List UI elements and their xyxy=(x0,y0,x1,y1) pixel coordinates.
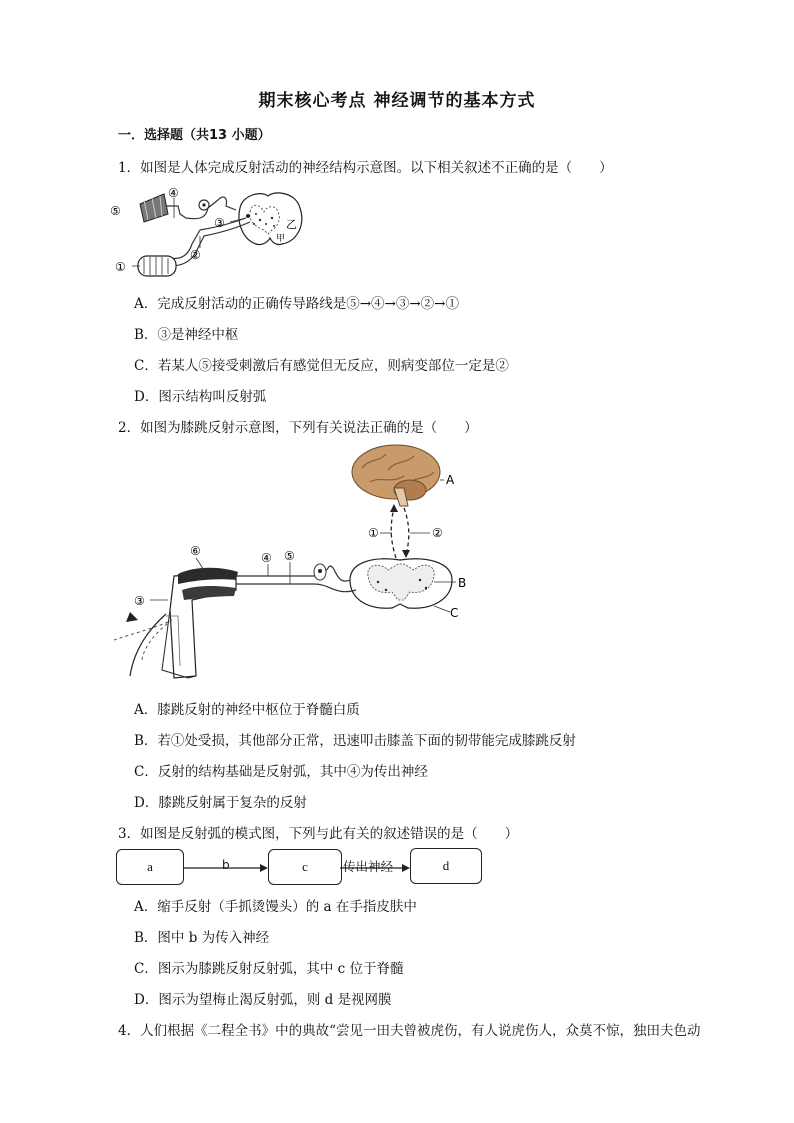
question-1-stem: 1．如图是人体完成反射活动的神经结构示意图。以下相关叙述不正确的是（ ） xyxy=(118,160,613,176)
label-4: ④ xyxy=(261,551,272,565)
label-c: C xyxy=(450,606,459,620)
leg-icon xyxy=(162,568,238,678)
label-1: ① xyxy=(115,260,126,274)
label-b: b xyxy=(222,858,230,872)
q2-option-a[interactable]: A．膝跳反射的神经中枢位于脊髓白质 xyxy=(134,702,360,718)
label-6: ⑥ xyxy=(190,544,201,558)
q2-option-b[interactable]: B．若①处受损，其他部分正常，迅速叩击膝盖下面的韧带能完成膝跳反射 xyxy=(134,733,576,749)
q3-option-a[interactable]: A．缩手反射（手抓烫馒头）的 a 在手指皮肤中 xyxy=(134,899,417,915)
q2-option-c[interactable]: C．反射的结构基础是反射弧，其中④为传出神经 xyxy=(134,764,428,780)
label-5: ⑤ xyxy=(284,549,295,563)
label-1: ① xyxy=(368,526,379,540)
q1-option-c[interactable]: C．若某人⑤接受刺激后有感觉但无反应，则病变部位一定是② xyxy=(134,358,509,374)
q1-option-a[interactable]: A．完成反射活动的正确传导路线是⑤→④→③→②→① xyxy=(134,296,459,312)
question-2-stem: 2．如图为膝跳反射示意图，下列有关说法正确的是（ ） xyxy=(118,420,478,436)
question-4-stem: 4．人们根据《二程全书》中的典故“尝见一田夫曾被虎伤，有人说虎伤人，众莫不惊，独田夫色动 xyxy=(118,1023,701,1039)
box-c: c xyxy=(268,849,342,885)
q1-option-b[interactable]: B．③是神经中枢 xyxy=(134,327,239,343)
q1-option-d[interactable]: D．图示结构叫反射弧 xyxy=(134,389,267,405)
label-2: ② xyxy=(432,526,443,540)
q2-option-d[interactable]: D．膝跳反射属于复杂的反射 xyxy=(134,795,307,811)
effector-muscle-icon xyxy=(138,256,176,276)
brain-icon xyxy=(352,445,440,506)
receptor-skin-icon xyxy=(140,194,168,222)
label-5: ⑤ xyxy=(110,204,121,218)
page-title: 期末核心考点 神经调节的基本方式 xyxy=(258,91,536,111)
label-a: A xyxy=(446,473,455,487)
label-2: ② xyxy=(190,248,201,262)
section-heading: 一．选择题（共13 小题） xyxy=(118,128,271,143)
knee-jerk-diagram xyxy=(104,440,484,690)
label-b: B xyxy=(458,576,467,590)
label-3: ③ xyxy=(134,594,145,608)
spinal-cord-section xyxy=(350,559,452,608)
box-d: d xyxy=(410,848,482,884)
label-yi: 乙 xyxy=(286,218,297,231)
q3-option-d[interactable]: D．图示为望梅止渴反射弧，则 d 是视网膜 xyxy=(134,992,392,1008)
label-jia: 甲 xyxy=(276,234,286,244)
q3-option-b[interactable]: B．图中 b 为传入神经 xyxy=(134,930,270,946)
label-4: ④ xyxy=(168,186,179,200)
box-a: a xyxy=(116,849,184,885)
label-efferent-nerve: 传出神经 xyxy=(343,859,394,874)
reflex-arc-diagram xyxy=(100,178,320,288)
question-3-stem: 3．如图是反射弧的模式图，下列与此有关的叙述错误的是（ ） xyxy=(118,826,519,842)
label-3: ③ xyxy=(214,216,225,230)
q3-option-c[interactable]: C．图示为膝跳反射反射弧，其中 c 位于脊髓 xyxy=(134,961,404,977)
